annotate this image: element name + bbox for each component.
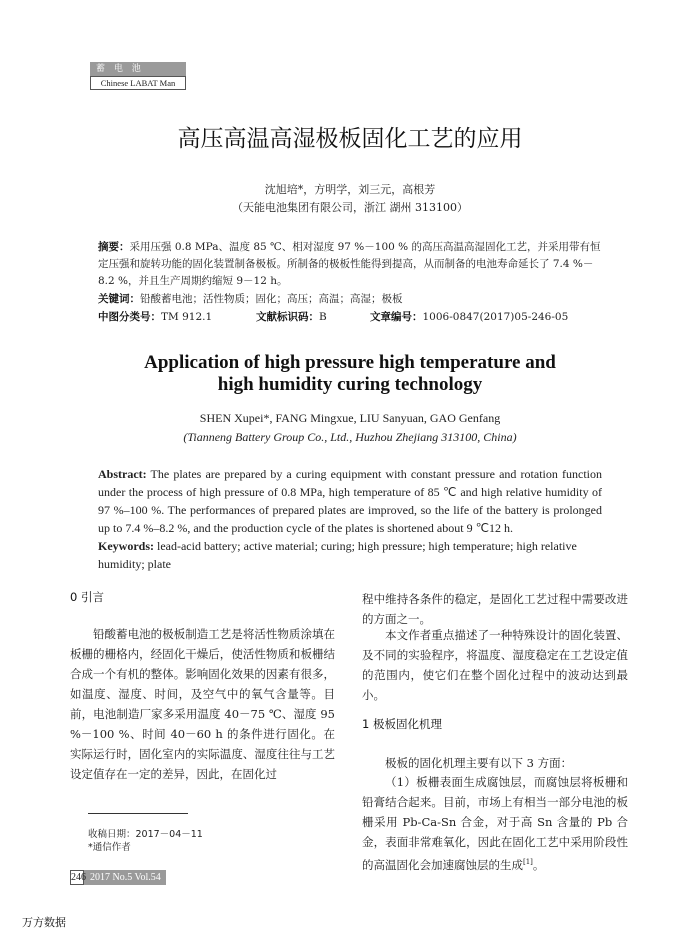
section-heading-introduction: 0 引言: [70, 590, 104, 604]
intro-paragraph-continued: 程中维持各条件的稳定，是固化工艺过程中需要改进的方面之一。: [362, 592, 628, 626]
mechanism-paragraph-1: 极板的固化机理主要有以下 3 方面：: [385, 756, 573, 770]
article-number: [370, 309, 568, 326]
abstract-en-label: Abstract:: [98, 467, 147, 481]
mechanism-text: （1）板栅表面生成腐蚀层，而腐蚀层将板栅和铅膏结合起来。目前，市场上有相当一部分电池的板栅采用 Pb-Ca-Sn 合金，对于高 Sn 含量的 Pb 合金，表面非常难氧化，因此在固化工艺中采用阶段性的高温固化会加速腐蚀层的生成: [362, 775, 628, 872]
citation-ref: [1]: [523, 858, 533, 866]
keywords-chinese: [98, 291, 602, 308]
page-number: 246: [71, 872, 86, 883]
doc-value: B: [319, 311, 327, 323]
abstract-label: 摘要：: [98, 241, 130, 253]
footnote-divider: [88, 813, 188, 814]
received-date: 收稿日期：2017－04－11: [88, 829, 203, 840]
clc-number: [98, 309, 212, 326]
intro-paragraph: 铅酸蓄电池的极板制造工艺是将活性物质涂填在板栅的栅格内，经固化干燥后，使活性物质和板栅结合成一个有机的整体。影响固化效果的因素有很多，如温度、湿度、时间，及空气中的氧气含量等。目前，电池制造厂家多采用温度 40－75 ℃、湿度 95 %－100 %、时间 40－60 h 的条件进行固化。在实际运行时，固化室内的实际温度、湿度往往与工艺设定值存在一定的差异，因此，在固化过: [70, 627, 335, 781]
intro-paragraph-2: 本文作者重点描述了一种特殊设计的固化装置、及不同的实验程序，将温度、湿度稳定在工艺设定值的范围内，使它们在整个固化过程中的波动达到最小。: [362, 628, 628, 702]
mechanism-paragraph-2: [362, 772, 628, 875]
doc-label: 文献标识码：: [256, 311, 319, 323]
section-heading-mechanism: 1 极板固化机理: [362, 717, 442, 731]
page-title-chinese: 高压高温高湿极板固化工艺的应用: [177, 126, 523, 152]
journal-english-name: Chinese LABAT Man: [90, 76, 186, 90]
authors-english: SHEN Xupei*, FANG Mingxue, LIU Sanyuan, GAO Genfang: [199, 411, 501, 425]
watermark-text: 万方数据: [22, 916, 66, 929]
affiliation-english: (Tianneng Battery Group Co., Ltd., Huzhou Zhejiang 313100, China): [183, 430, 517, 444]
issue-info: 2017 No.5 Vol.54: [90, 872, 161, 883]
article-value: 1006-0847(2017)05-246-05: [422, 311, 569, 323]
abstract-chinese: [98, 239, 602, 290]
clc-value: TM 912.1: [161, 311, 213, 323]
abstract-en-text: The plates are prepared by a curing equipment with constant pressure and rotation function under the process of high pressure of 0.8 MPa, high temperature of 85 ℃ and high relative humidity of 97 %–100 %. The performances of prepared plates are improved, so the life of the battery is prolonged up to 7.4 %–8.2 %, and the production cycle of the plates is shortened about 9 ℃12 h.: [98, 467, 602, 535]
keywords-english: [98, 537, 602, 573]
doc-code: [256, 309, 327, 326]
title-en-line2: high humidity curing technology: [217, 374, 483, 395]
page-footer: [70, 870, 166, 885]
clc-label: 中图分类号：: [98, 311, 161, 323]
abstract-text: 采用压强 0.8 MPa、温度 85 ℃、相对湿度 97 %－100 % 的高压高温高湿固化工艺，并采用带有恒定压强和旋转功能的固化装置制备极板。所制备的极板性能得到提高，从而制备的电池寿命延长了 7.4 %－8.2 %，并且生产周期约缩短 9－12 h。: [98, 241, 601, 287]
keywords-en-label: Keywords:: [98, 539, 154, 553]
journal-tag: 蓄 电 池: [90, 62, 186, 76]
mechanism-text-end: 。: [532, 857, 545, 872]
authors-chinese: 沈旭培*，方明学，刘三元，高根芳: [264, 183, 436, 196]
corresponding-author-note: *通信作者: [88, 842, 131, 853]
keywords-text: 铅酸蓄电池；活性物质；固化；高压；高温；高湿；极板: [140, 293, 403, 305]
title-en-line1: Application of high pressure high temperature and: [144, 352, 556, 373]
page-title-english: [0, 352, 700, 396]
abstract-english: [98, 465, 602, 537]
keywords-label: 关键词：: [98, 293, 140, 305]
keywords-en-text: lead-acid battery; active material; curing; high pressure; high temperature; high relative humidity; plate: [98, 539, 577, 571]
article-label: 文章编号：: [370, 311, 423, 323]
affiliation-chinese: （天能电池集团有限公司，浙江 湖州 313100）: [232, 201, 468, 214]
